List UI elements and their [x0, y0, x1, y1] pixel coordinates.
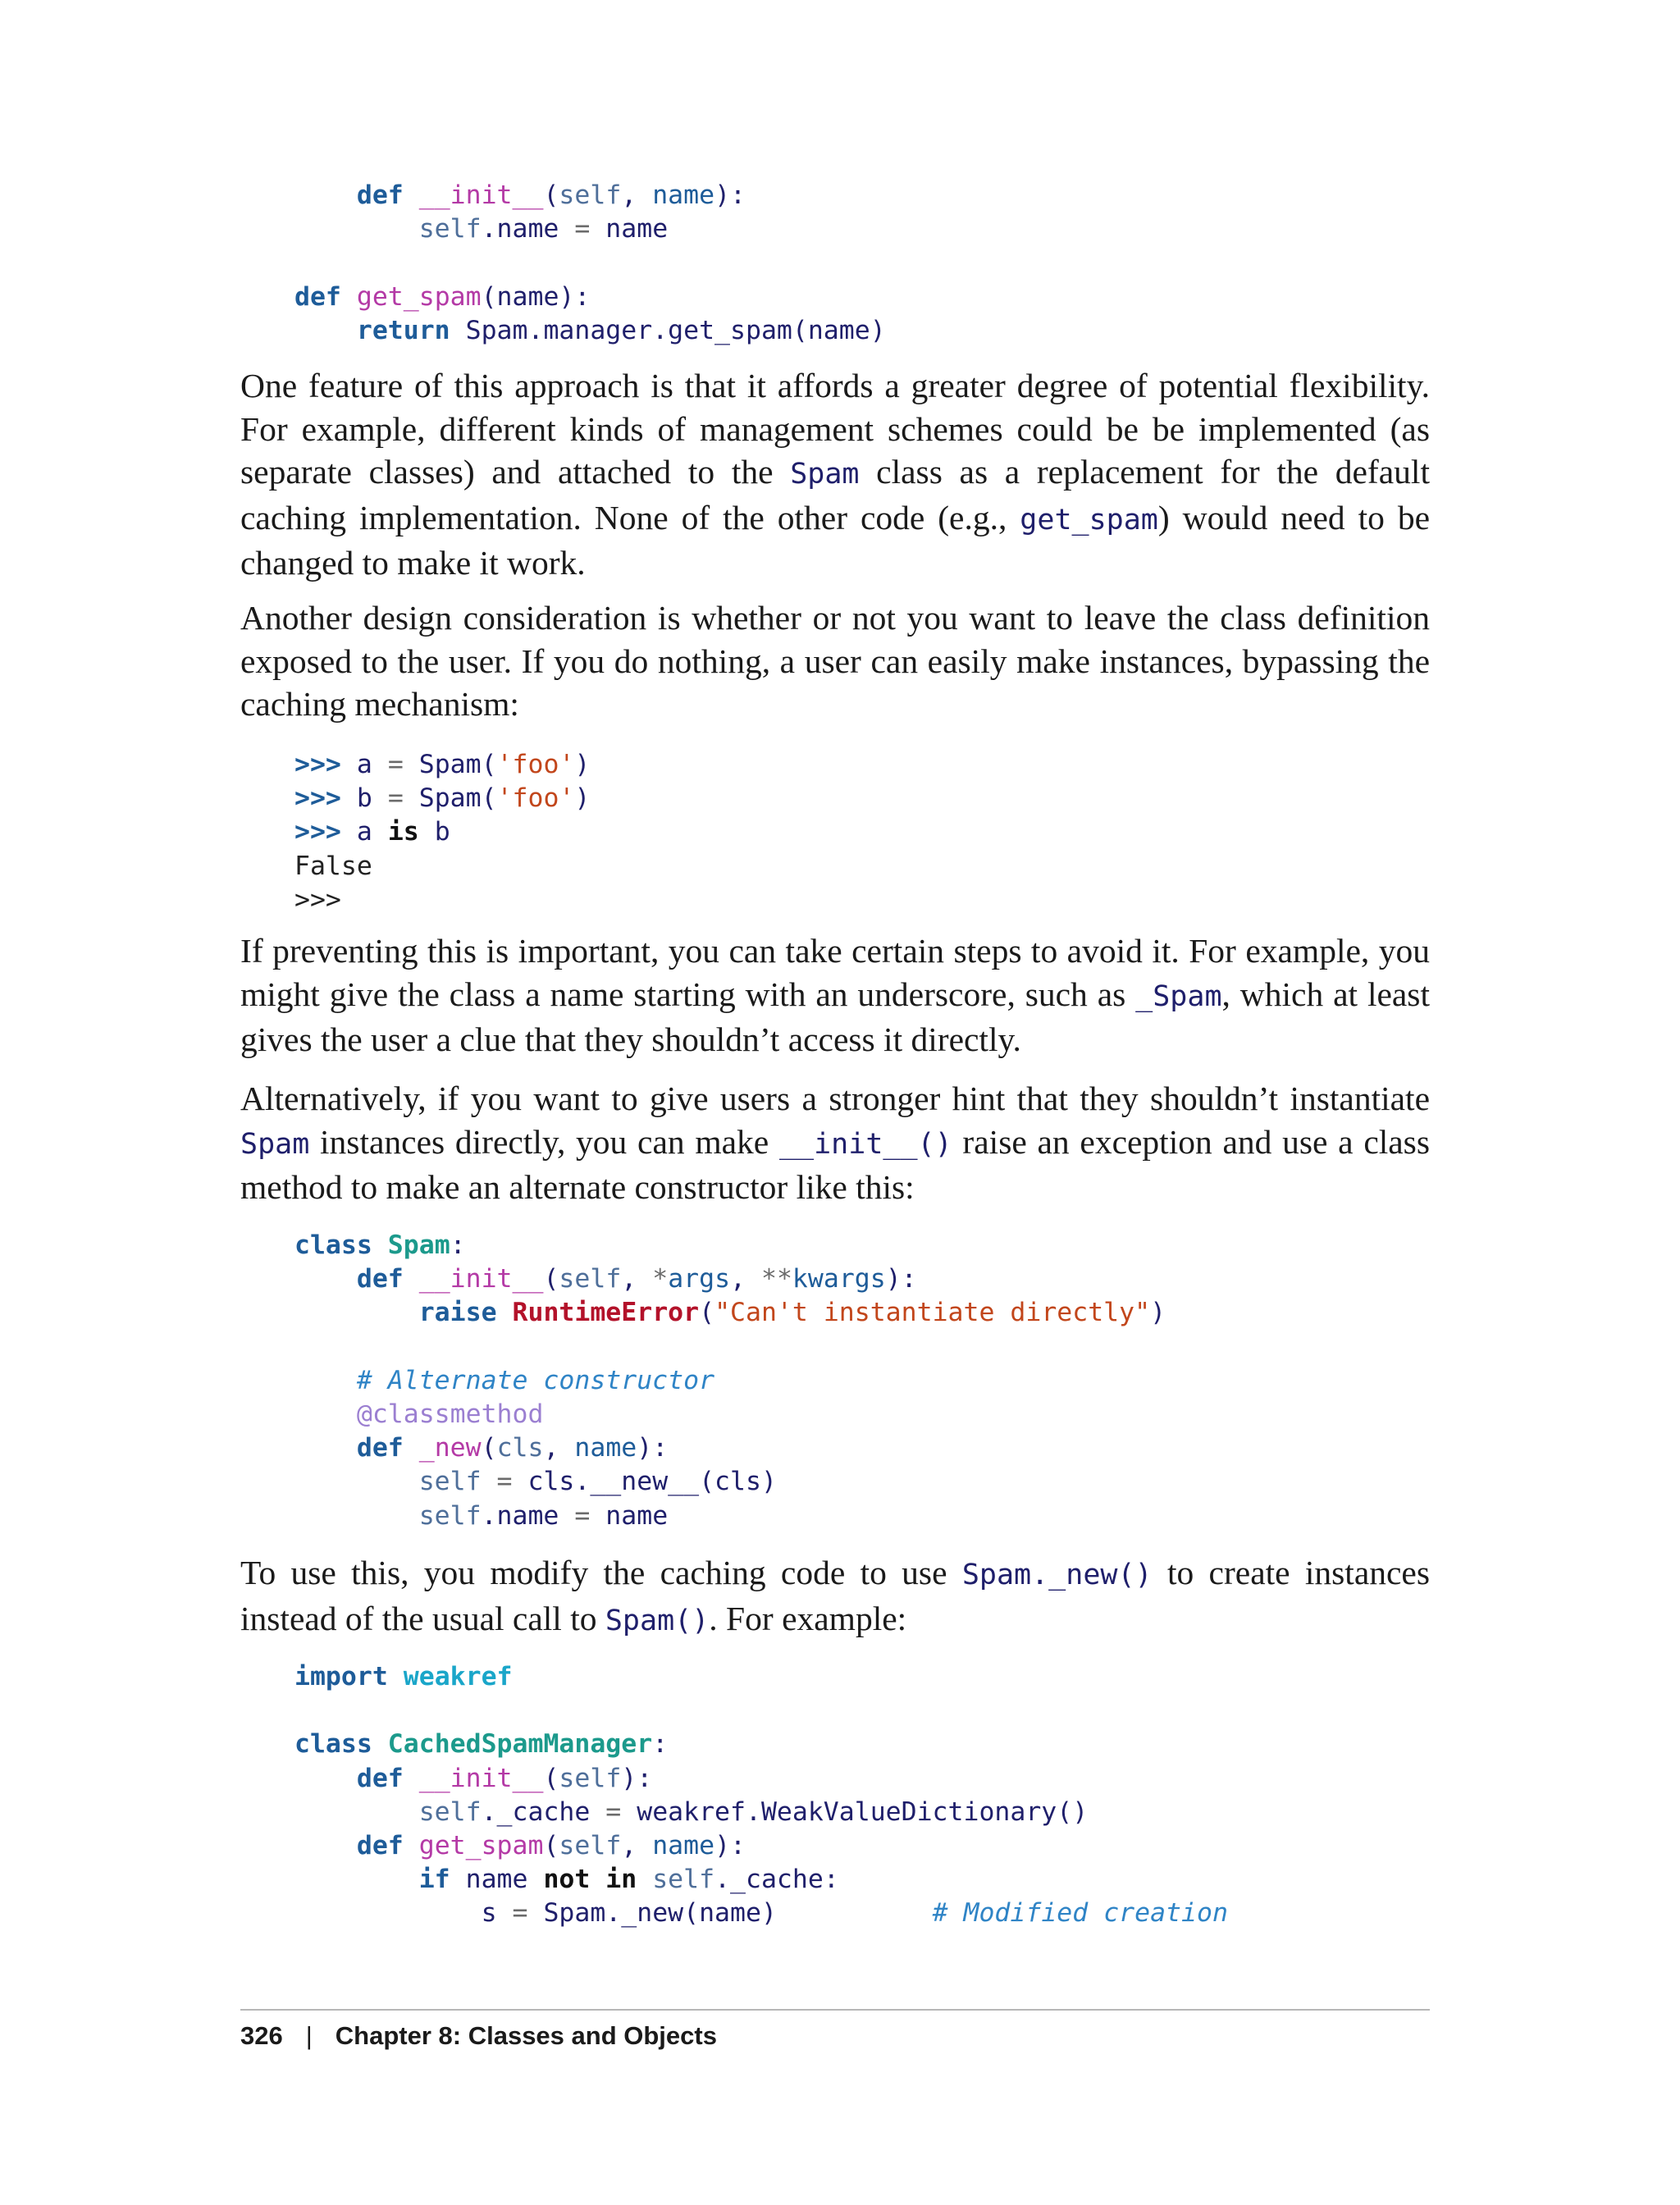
code-line: >>> a = Spam('foo'): [294, 750, 591, 779]
paragraph-text: If preventing this is important, you can take certain steps to avoid it. For example, you might give the class a name starting with an underscore, such as: [240, 932, 1430, 1013]
paragraph-text: To use this, you modify the caching code to use: [240, 1554, 962, 1591]
inline-code: _Spam: [1135, 979, 1222, 1013]
inline-code: Spam._new(): [961, 1559, 1153, 1591]
paragraph-text: instances directly, you can make: [309, 1122, 779, 1161]
code-line: class Spam:: [294, 1230, 466, 1260]
code-line: class CachedSpamManager:: [294, 1729, 669, 1760]
code-line: s = Spam._new(name) # Modified creation: [294, 1898, 1228, 1929]
paragraph-text: ) would need to be changed to make it work.: [240, 498, 1430, 582]
code-line: self = cls.__new__(cls): [418, 1467, 777, 1497]
code-block-spam-class: [294, 1229, 1166, 1533]
code-line: raise RuntimeError("Can't instantiate directly"): [418, 1298, 1166, 1328]
paragraph-alternate-constructor: [240, 1077, 1430, 1209]
code-line: def __init__(self, *args, **kwargs):: [356, 1264, 917, 1294]
code-block-cached-spam-manager: [294, 1660, 1228, 1931]
inline-code: Spam: [240, 1127, 310, 1161]
code-block-init-get-spam: [294, 179, 886, 348]
inline-code: get_spam: [1020, 503, 1158, 536]
paragraph-text: raise an exception and use a class method to make an alternate constructor like this:: [240, 1122, 1430, 1206]
paragraph-flexibility: [240, 364, 1430, 585]
paragraph-design-consideration: Another design consideration is whether or not you want to leave the class definition exposed to the user. If you do nothing, a user can easily make instances, bypassing the caching mechanism:: [240, 599, 1430, 723]
footer-separator: |: [305, 2021, 313, 2050]
code-line: [294, 1694, 1228, 1728]
code-line: def get_spam(self, name):: [356, 1830, 746, 1860]
paragraph-use-this: [240, 1551, 1430, 1642]
code-line: if name not in self._cache:: [418, 1865, 839, 1895]
inline-code: Spam(): [605, 1604, 710, 1637]
paragraph-text: . For example:: [709, 1599, 907, 1637]
code-line: @classmethod: [356, 1399, 544, 1429]
code-line: def __init__(self):: [356, 1763, 653, 1793]
code-line: # Alternate constructor: [356, 1365, 715, 1395]
page-number: 326: [240, 2021, 283, 2050]
code-line: >>> a is b: [294, 817, 450, 847]
paragraph-text: class as a replacement for the default caching implementation. None of the other code (e.g.,: [240, 453, 1430, 536]
code-line: >>>: [294, 884, 341, 915]
code-line: return Spam.manager.get_spam(name): [356, 315, 886, 345]
code-line: import weakref: [294, 1662, 513, 1691]
code-block-interactive-session: [294, 748, 590, 917]
paragraph-text: One feature of this approach is that it affords a greater degree of potential flexibility. For example, different kinds of management schemes could be be implemented (as separate classes) and attached to the: [240, 367, 1430, 491]
code-line: False: [294, 851, 372, 881]
paragraph-text: , which at least gives the user a clue that they shouldn’t access it directly.: [240, 975, 1430, 1058]
paragraph-underscore-hint: [240, 929, 1430, 1061]
code-line: def _new(cls, name):: [356, 1433, 669, 1463]
paragraph-text: Alternatively, if you want to give users a stronger hint that they shouldn’t instantiate: [240, 1080, 1430, 1117]
paragraph-text: to create instances instead of the usual call to: [240, 1554, 1430, 1637]
inline-code: Spam: [790, 458, 860, 491]
chapter-title: Chapter 8: Classes and Objects: [335, 2021, 717, 2050]
book-page: [240, 0, 1430, 2205]
code-line: def get_spam(name):: [294, 281, 591, 312]
inline-code: __init__(): [778, 1127, 952, 1161]
code-line: self.name = name: [418, 214, 669, 244]
code-line: self._cache = weakref.WeakValueDictionary(): [418, 1796, 1089, 1827]
code-line: self.name = name: [418, 1500, 669, 1531]
code-line: [294, 246, 886, 280]
footer-rule: [240, 2009, 1430, 2011]
code-line: >>> b = Spam('foo'): [294, 783, 591, 814]
code-line: def __init__(self, name):: [356, 180, 746, 210]
page-footer: [240, 2020, 717, 2052]
code-line: [294, 1331, 1166, 1364]
